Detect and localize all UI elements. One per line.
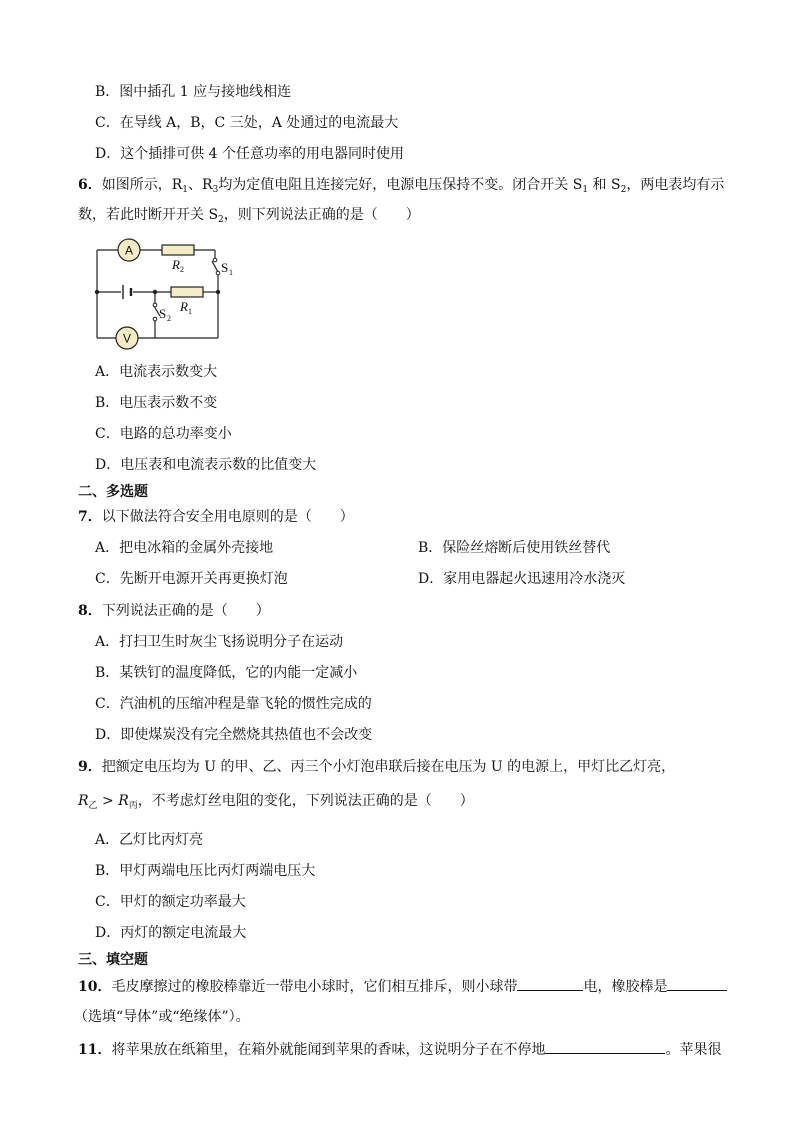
question-number: 10． (78, 979, 112, 995)
q8-option-b: B．某铁钉的温度降低，它的内能一定减小 (95, 665, 358, 681)
q6-stem-line2 (78, 205, 420, 230)
q8-option-c: C．汽油机的压缩冲程是靠飞轮的惯性完成的 (95, 696, 372, 712)
q6-text: ，两电表均有示 (626, 177, 725, 193)
resistor-r2 (162, 245, 194, 255)
q10-stem-line2: （选填“导体”或“绝缘体”）。 (74, 1009, 250, 1025)
question-number: 7． (78, 509, 102, 525)
q10-text: 电，橡胶棒是 (583, 979, 668, 995)
r1-subscript: 1 (188, 307, 192, 316)
answer-blank[interactable] (545, 1039, 665, 1054)
q6-text: ，则下列说法正确的是（ ） (223, 207, 420, 223)
junction-dot (95, 290, 99, 294)
q11-text: 。苹果很 (665, 1042, 722, 1058)
q6-stem-line1 (78, 175, 724, 200)
q9-text: ，不考虑灯丝电阻的变化，下列说法正确的是（ ） (137, 793, 474, 809)
math-resistance-symbol: R (78, 793, 89, 809)
q6-text: 、R (188, 177, 213, 193)
q7-option-a: A．把电冰箱的金属外壳接地 (95, 540, 274, 556)
ammeter-label: A (124, 243, 134, 258)
switch-contact (216, 271, 220, 275)
circuit-diagram (88, 234, 248, 356)
q7-stem (78, 507, 354, 527)
q5-option-c: C．在导线 A，B，C 三处，A 处通过的电流最大 (95, 115, 399, 131)
q5-option-b: B．图中插孔 1 应与接地线相连 (95, 84, 292, 100)
resistor-r1 (171, 287, 203, 297)
question-number: 11． (78, 1042, 112, 1058)
r1-label: R (180, 299, 188, 314)
q9-option-c: C．甲灯的额定功率最大 (95, 894, 246, 910)
q7-option-c: C．先断开电源开关再更换灯泡 (95, 571, 288, 587)
question-number: 8． (78, 603, 102, 619)
math-operator: > (97, 793, 119, 809)
q11-text: 将苹果放在纸箱里，在箱外就能闻到苹果的香味，这说明分子在不停地 (111, 1042, 546, 1058)
q8-stem (78, 601, 270, 621)
subscript: 1 (182, 185, 189, 195)
r2-subscript: 2 (180, 265, 184, 274)
q10-text: 毛皮摩擦过的橡胶棒靠近一带电小球时，它们相互排斥，则小球带 (111, 979, 518, 995)
q8-text: 下列说法正确的是（ ） (101, 603, 270, 619)
q9-option-b: B．甲灯两端电压比丙灯两端电压大 (95, 863, 316, 879)
s2-subscript: 2 (167, 314, 171, 323)
s1-label: S (221, 260, 229, 275)
q7-option-b: B．保险丝熔断后使用铁丝替代 (418, 540, 611, 556)
q6-text: 均为定值电阻且连接完好，电源电压保持不变。闭合开关 S (218, 177, 583, 193)
q9-stem-line2 (78, 791, 474, 816)
s2-label: S (159, 306, 167, 321)
math-subscript: 乙 (88, 801, 98, 811)
junction-dot (153, 290, 157, 294)
q7-text: 以下做法符合安全用电原则的是（ ） (101, 509, 354, 525)
q10-stem-line1 (78, 976, 727, 997)
q6-text: 和 S (588, 177, 621, 193)
q9-stem-line1 (78, 757, 675, 777)
q6-text: 数，若此时断开开关 S (78, 207, 219, 223)
q6-option-a: A．电流表示数变大 (95, 364, 218, 380)
answer-blank[interactable] (517, 976, 583, 991)
math-subscript: 丙 (128, 801, 138, 811)
section-heading-fill-in: 三、填空题 (78, 952, 148, 968)
q8-option-a: A．打扫卫生时灰尘飞扬说明分子在运动 (95, 634, 344, 650)
subscript: 3 (212, 185, 219, 195)
q11-stem (78, 1039, 721, 1060)
math-resistance-symbol: R (118, 793, 129, 809)
junction-dot (216, 290, 220, 294)
q6-option-d: D．电压表和电流表示数的比值变大 (95, 457, 317, 473)
switch-contact (153, 303, 157, 307)
r2-label: R (172, 257, 180, 272)
subscript: 2 (218, 215, 224, 225)
switch-contact (213, 258, 217, 262)
subscript: 2 (620, 185, 627, 195)
q7-option-d: D．家用电器起火迅速用冷水浇灭 (418, 571, 626, 587)
switch-contact (153, 317, 157, 321)
switch-s1-blade (212, 261, 218, 272)
q8-option-d: D．即使煤炭没有完全燃烧其热值也不会改变 (95, 727, 373, 743)
q9-text: 把额定电压均为 U 的甲、乙、丙三个小灯泡串联后接在电压为 U 的电源上，甲灯比乙灯亮， (101, 759, 676, 775)
q6-text: 如图所示，R (101, 177, 183, 193)
section-heading-multiple-choice: 二、多选题 (78, 484, 148, 500)
question-number: 9． (78, 759, 102, 775)
q9-option-d: D．丙灯的额定电流最大 (95, 925, 247, 941)
q6-option-b: B．电压表示数不变 (95, 395, 218, 411)
answer-blank[interactable] (667, 976, 727, 991)
question-number: 6． (78, 177, 102, 193)
s1-subscript: 1 (229, 268, 233, 277)
voltmeter-label: V (122, 331, 132, 346)
subscript: 1 (582, 185, 589, 195)
q6-option-c: C．电路的总功率变小 (95, 426, 232, 442)
q9-option-a: A．乙灯比丙灯亮 (95, 832, 204, 848)
q5-option-d: D．这个插排可供 4 个任意功率的用电器同时使用 (95, 146, 405, 162)
